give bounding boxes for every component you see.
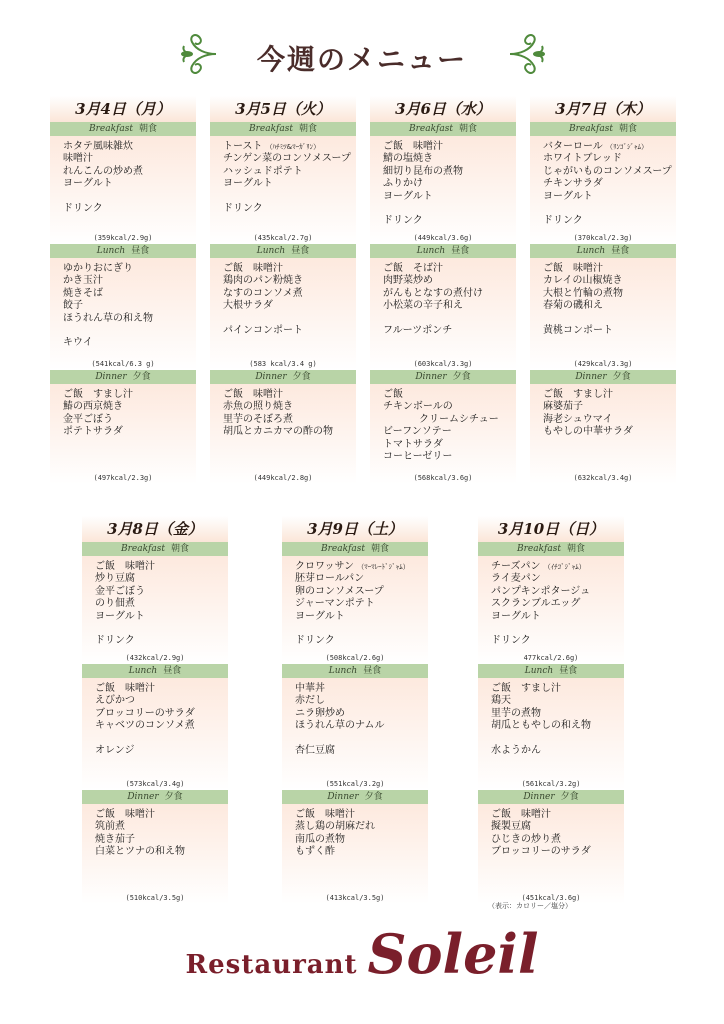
calorie-info: (451kcal/3.6g)	[521, 894, 581, 902]
menu-item: ふりかけ	[383, 178, 423, 190]
menu-item: 赤魚の照り焼き	[223, 401, 293, 413]
menu-item: 白菜とツナの和え物	[95, 846, 185, 858]
menu-item: ビーフンソテー	[383, 426, 452, 438]
menu-item: ニラ卵炒め	[295, 707, 345, 719]
day-date: 3月9日（土）	[282, 516, 428, 542]
menu-item: ご飯 味噌汁	[491, 809, 551, 820]
menu-item: ホワイトブレッド	[543, 153, 622, 165]
menu-item: フルーツポンチ	[383, 324, 453, 336]
calorie-info: (497kcal/2.3g)	[93, 474, 153, 482]
day-date: 3月5日（火）	[210, 96, 356, 122]
day-date: 3月4日（月）	[50, 96, 196, 122]
restaurant-label: Restaurant	[185, 950, 358, 980]
calorie-info: (435kcal/2.7g)	[253, 234, 313, 242]
menu-item: ひじきの炒り煮	[491, 833, 561, 845]
menu-item: 海老シュウマイ	[543, 413, 613, 425]
calorie-info: 477kcal/2.6g)	[523, 654, 579, 662]
calorie-info: (632kcal/3.4g)	[573, 474, 633, 482]
dinner-section	[210, 370, 356, 484]
menu-item: 中華丼	[295, 683, 325, 694]
calorie-info: (573kcal/3.4g)	[125, 780, 185, 788]
meal-label: Dinner 夕食	[210, 370, 356, 384]
menu-item: ヨーグルト	[543, 190, 593, 202]
dinner-section	[530, 370, 676, 484]
menu-item: がんもとなすの煮付け	[383, 287, 483, 299]
menu-item: ご飯 味噌汁	[543, 263, 603, 274]
menu-item: 赤だし	[295, 695, 325, 707]
menu-item: ご飯 味噌汁	[95, 683, 155, 694]
calorie-info: (429kcal/3.3g)	[573, 360, 633, 368]
menu-item: ドリンク	[543, 215, 583, 227]
menu-item: ご飯 味噌汁	[383, 141, 443, 152]
meal-label: Lunch 昼食	[50, 244, 196, 258]
menu-item: ホタテ風味雑炊	[63, 141, 133, 152]
menu-item: れんこんの炒め煮	[63, 165, 143, 177]
meal-label: Lunch 昼食	[282, 664, 428, 678]
menu-item: 擬製豆腐	[491, 821, 531, 833]
menu-item: チンゲン菜のコンソメスープ	[223, 153, 351, 165]
meal-label: Dinner 夕食	[370, 370, 516, 384]
meal-label: Breakfast 朝食	[210, 122, 356, 136]
meal-label: Breakfast 朝食	[50, 122, 196, 136]
menu-item: 蒸し鶏の胡麻だれ	[295, 821, 375, 833]
day-column-fri	[82, 516, 228, 904]
menu-item: 卵のコンソメスープ	[295, 585, 384, 597]
menu-item: 炒り豆腐	[95, 573, 135, 585]
menu-item: ご飯 そば汁	[383, 263, 443, 274]
menu-item: 鯖の塩焼き	[383, 153, 433, 165]
day-date: 3月10日（日）	[478, 516, 624, 542]
breakfast-section	[530, 122, 676, 244]
calorie-info: (568kcal/3.6g)	[413, 474, 473, 482]
breakfast-section	[478, 542, 624, 664]
lunch-section	[478, 664, 624, 790]
menu-item: ブロッコリーのサラダ	[95, 707, 195, 719]
day-column-thu	[530, 96, 676, 484]
menu-item: のり佃煮	[95, 598, 135, 610]
menu-item: ヨーグルト	[491, 610, 541, 622]
meal-label: Breakfast 朝食	[530, 122, 676, 136]
meal-label: Lunch 昼食	[82, 664, 228, 678]
meal-label: Dinner 夕食	[282, 790, 428, 804]
lunch-section	[370, 244, 516, 370]
calorie-info: (370kcal/2.3g)	[573, 234, 633, 242]
day-date: 3月7日（木）	[530, 96, 676, 122]
menu-item: チキンサラダ	[543, 178, 603, 190]
menu-item: ドリンク	[95, 635, 135, 647]
lunch-section	[282, 664, 428, 790]
day-column-sat	[282, 516, 428, 904]
menu-item: ほうれん草のナムル	[295, 720, 385, 732]
menu-item: ドリンク	[223, 202, 263, 214]
menu-item: 味噌汁	[63, 153, 93, 165]
meal-label: Lunch 昼食	[210, 244, 356, 258]
menu-item: ご飯 すまし汁	[63, 389, 133, 400]
dinner-section	[50, 370, 196, 484]
meal-label: Dinner 夕食	[530, 370, 676, 384]
menu-item: 胚芽ロールパン	[295, 573, 365, 585]
menu-item: 胡瓜ともやしの和え物	[491, 720, 591, 732]
restaurant-logo	[0, 922, 724, 986]
menu-item: ドリンク	[491, 635, 531, 647]
breakfast-section	[82, 542, 228, 664]
menu-item: 里芋の煮物	[491, 707, 541, 719]
menu-item: チーズパン （ｲﾁｺﾞｼﾞｬﾑ）	[491, 561, 586, 572]
breakfast-section	[50, 122, 196, 244]
meal-label: Lunch 昼食	[478, 664, 624, 678]
meal-label: Breakfast 朝食	[82, 542, 228, 556]
menu-item: えびかつ	[95, 695, 135, 707]
calorie-info: (449kcal/3.6g)	[413, 234, 473, 242]
menu-item: パインコンポート	[223, 324, 303, 336]
calorie-info: (603kcal/3.3g)	[413, 360, 473, 368]
menu-item: ご飯 味噌汁	[95, 561, 155, 572]
menu-item: キウイ	[63, 337, 93, 349]
menu-item: クロワッサン （ﾏｰﾏﾚｰﾄﾞｼﾞｬﾑ）	[295, 561, 410, 572]
meal-label: Dinner 夕食	[82, 790, 228, 804]
dinner-section	[370, 370, 516, 484]
menu-item: ゆかりおにぎり	[63, 263, 133, 274]
meal-label: Breakfast 朝食	[478, 542, 624, 556]
menu-item: もやしの中華サラダ	[543, 426, 633, 438]
menu-item: 春菊の磯和え	[543, 300, 603, 312]
menu-item: 黄桃コンポート	[543, 324, 613, 336]
menu-item: 筑前煮	[95, 821, 125, 833]
menu-item: 杏仁豆腐	[295, 744, 335, 756]
menu-item: クリームシチュー	[419, 413, 499, 425]
restaurant-name: Soleil	[367, 922, 539, 986]
menu-item: 麻婆茄子	[543, 401, 583, 413]
menu-item: ご飯 味噌汁	[295, 809, 355, 820]
menu-item: 胡瓜とカニカマの酢の物	[223, 426, 333, 438]
menu-item: オレンジ	[95, 744, 135, 756]
menu-item: ドリンク	[63, 202, 103, 214]
menu-item: パンプキンポタージュ	[491, 585, 591, 597]
calorie-info: (432kcal/2.9g)	[125, 654, 185, 662]
meal-label: Breakfast 朝食	[282, 542, 428, 556]
calorie-info: (551kcal/3.2g)	[325, 780, 385, 788]
calorie-info: (508kcal/2.6g)	[325, 654, 385, 662]
menu-item: 餃子	[63, 300, 83, 312]
menu-item: もずく酢	[295, 846, 335, 858]
menu-item: ご飯 すまし汁	[491, 683, 561, 694]
menu-item: 水ようかん	[491, 744, 541, 756]
dinner-section	[282, 790, 428, 904]
menu-item: カレイの山椒焼き	[543, 275, 623, 287]
menu-item: ライ麦パン	[491, 573, 541, 585]
menu-item: 南瓜の煮物	[295, 833, 345, 845]
menu-item: 焼きそば	[63, 287, 103, 299]
breakfast-section	[370, 122, 516, 244]
day-column-tue	[210, 96, 356, 484]
meal-label: Dinner 夕食	[50, 370, 196, 384]
calorie-info: (413kcal/3.5g)	[325, 894, 385, 902]
day-column-wed	[370, 96, 516, 484]
day-column-sun	[478, 516, 624, 904]
day-date: 3月8日（金）	[82, 516, 228, 542]
menu-item: ジャーマンポテト	[295, 598, 375, 610]
menu-item: 肉野菜炒め	[383, 275, 433, 287]
menu-item: キャベツのコンソメ煮	[95, 720, 195, 732]
menu-item: ヨーグルト	[95, 610, 145, 622]
menu-item: なすのコンソメ煮	[223, 287, 303, 299]
menu-item: チキンボールの	[383, 401, 453, 413]
menu-item: ほうれん草の和え物	[63, 312, 153, 324]
menu-item: ご飯 味噌汁	[95, 809, 155, 820]
page-title: 今週のメニュー	[256, 43, 467, 76]
menu-item: かき玉汁	[63, 275, 103, 287]
meal-label: Breakfast 朝食	[370, 122, 516, 136]
menu-item: 里芋のそぼろ煮	[223, 413, 293, 425]
menu-item: ハッシュドポテト	[223, 165, 303, 177]
menu-item: バターロール （ﾘﾝｺﾞｼﾞｬﾑ）	[543, 141, 648, 152]
breakfast-section	[282, 542, 428, 664]
menu-item: 焼き茄子	[95, 833, 135, 845]
menu-item: トースト （ﾊﾁﾐﾂ&ﾏｰｶﾞﾘﾝ）	[223, 141, 321, 152]
menu-item: 鶏天	[491, 695, 511, 707]
menu-item: 小松菜の辛子和え	[383, 300, 463, 312]
calorie-info: (541kcal/6.3 g)	[91, 360, 155, 368]
lunch-section	[210, 244, 356, 370]
calorie-info: (510kcal/3.5g)	[125, 894, 185, 902]
menu-item: ヨーグルト	[63, 178, 113, 190]
menu-item: 細切り昆布の煮物	[383, 165, 463, 177]
menu-item: 鶏肉のパン粉焼き	[223, 275, 303, 287]
menu-item: スクランブルエッグ	[491, 598, 581, 610]
menu-item: ヨーグルト	[295, 610, 345, 622]
menu-item: 大根サラダ	[223, 300, 273, 312]
menu-item: ご飯 味噌汁	[223, 263, 283, 274]
menu-item: ブロッコリーのサラダ	[491, 846, 591, 858]
meal-label: Dinner 夕食	[478, 790, 624, 804]
menu-item: ご飯 味噌汁	[223, 389, 283, 400]
menu-item: 鰆の西京焼き	[63, 401, 123, 413]
menu-item: ポテトサラダ	[63, 426, 123, 438]
menu-item: 金平ごぼう	[95, 585, 145, 597]
lunch-section	[530, 244, 676, 370]
menu-item: ご飯 すまし汁	[543, 389, 613, 400]
calorie-info: (583 kcal/3.4 g)	[249, 360, 317, 368]
menu-item: 大根と竹輪の煮物	[543, 287, 623, 299]
breakfast-section	[210, 122, 356, 244]
menu-item: ドリンク	[383, 215, 423, 227]
meal-label: Lunch 昼食	[370, 244, 516, 258]
menu-item: じゃがいものコンソメスープ	[543, 165, 672, 177]
legend-note: （表示：カロリー／塩分）	[488, 902, 572, 910]
calorie-info: (359kcal/2.9g)	[93, 234, 153, 242]
menu-item: コーヒーゼリー	[383, 451, 453, 463]
calorie-info: (561kcal/3.2g)	[521, 780, 581, 788]
menu-item: トマトサラダ	[383, 438, 443, 450]
dinner-section	[478, 790, 624, 904]
menu-item: ヨーグルト	[383, 190, 433, 202]
lunch-section	[82, 664, 228, 790]
meal-label: Lunch 昼食	[530, 244, 676, 258]
right-flourish-icon	[508, 30, 548, 78]
lunch-section	[50, 244, 196, 370]
menu-item: ドリンク	[295, 635, 335, 647]
day-column-mon	[50, 96, 196, 484]
menu-item: 金平ごぼう	[63, 413, 113, 425]
menu-item: ヨーグルト	[223, 178, 273, 190]
calorie-info: (449kcal/2.8g)	[253, 474, 313, 482]
dinner-section	[82, 790, 228, 904]
day-date: 3月6日（水）	[370, 96, 516, 122]
menu-item: ご飯	[383, 389, 403, 400]
